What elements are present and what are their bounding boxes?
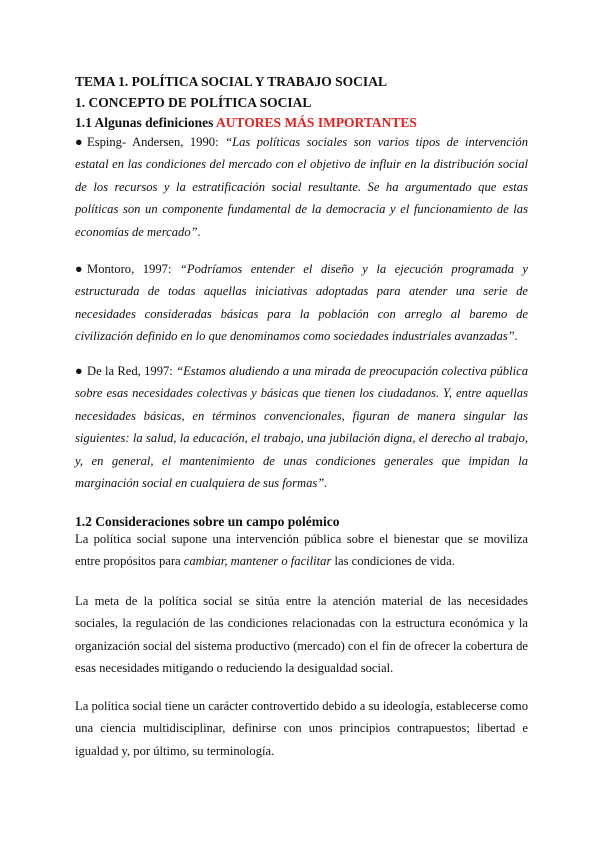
definition-item xyxy=(75,131,528,243)
definition-quote: “Las políticas sociales son varios tipos de intervención estatal en las condiciones del mercado con el objetivo de influir en la distribución social de los recursos y la estratificación social resultante. Se ha argumentado que estas políticas son un componente fundamental de la democracia y el funcionamiento de las economías de mercado”. xyxy=(75,135,528,239)
definition-quote: “Podríamos entender el diseño y la ejecución programada y estructurada de todas aquellas iniciativas adoptadas para atender una serie de necesidades consideradas básicas para la población con arreglo al baremo de civilización definido en lo que denominamos como sociedades industriales avanzadas”. xyxy=(75,262,528,344)
highlight-label: AUTORES MÁS IMPORTANTES xyxy=(216,115,417,130)
definition-author: Esping- Andersen, 1990: xyxy=(87,135,226,149)
definition-item xyxy=(75,360,528,494)
paragraph-text: las condiciones de vida. xyxy=(331,554,455,569)
bullet-icon: ● xyxy=(75,135,83,149)
bullet-icon: ● xyxy=(75,262,83,276)
paragraph: La política social tiene un carácter controvertido debido a su ideología, establecerse como una ciencia multidisciplinar, definirse con unos principios contrapuestos; libertad e igualdad y, por último, su terminología. xyxy=(75,699,528,758)
subsection-label: 1.1 Algunas definiciones xyxy=(75,115,214,130)
definition-author: Montoro, 1997: xyxy=(87,262,180,276)
subsection-heading-definitions xyxy=(75,114,528,132)
paragraph xyxy=(75,528,528,573)
subsection-heading-considerations: 1.2 Consideraciones sobre un campo polémico xyxy=(75,514,340,529)
bullet-icon: ● xyxy=(75,364,83,378)
definition-author: De la Red, 1997: xyxy=(87,364,177,378)
paragraph: La meta de la política social se sitúa entre la atención material de las necesidades sociales, la regulación de las condiciones relacionadas con la estructura económica y la organización social del sistema productivo (mercado) con el fin de ofrecer la cobertura de esas necesidades mitigando o reduciendo la desigualdad social. xyxy=(75,594,528,676)
paragraph-emphasis: cambiar, mantener o facilitar xyxy=(183,554,332,569)
section-title: 1. CONCEPTO DE POLÍTICA SOCIAL xyxy=(75,95,312,110)
definition-item xyxy=(75,258,528,348)
paragraph-text: La política social supone una intervención pública sobre el bienestar que se moviliza entre propósitos para xyxy=(75,532,528,569)
topic-title: TEMA 1. POLÍTICA SOCIAL Y TRABAJO SOCIAL xyxy=(75,74,387,89)
definition-quote: “Estamos aludiendo a una mirada de preocupación colectiva pública sobre esas necesidades colectivas y básicas que tienen los ciudadanos. Y, entre aquellas necesidades básicas, en términos convencionales, figuran de manera singular las siguientes: la salud, la educación, el trabajo, una jubilación digna, el derecho al trabajo, y, en general, el mantenimiento de unas condiciones generales que impidan la marginación social en cualquiera de sus formas”. xyxy=(75,364,528,491)
